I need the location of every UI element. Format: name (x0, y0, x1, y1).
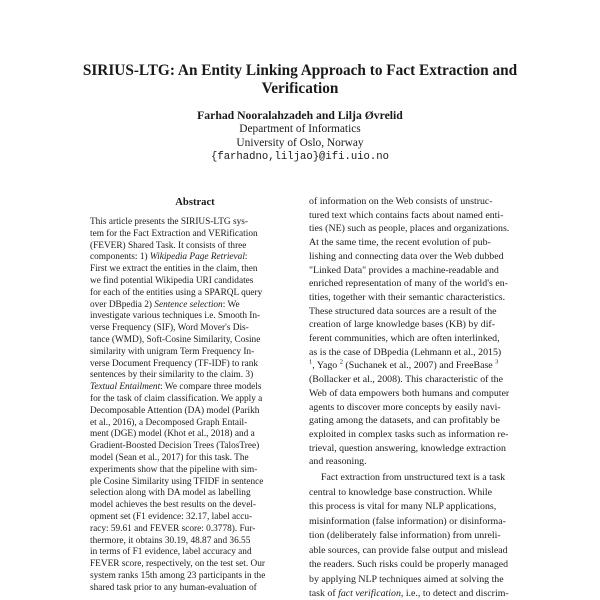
body-line: (Bollacker et al., 2008). This characteristic of the (309, 374, 503, 386)
abstract-line: Gradient-Boosted Decision Trees (TalosTree) (90, 441, 260, 452)
body-line: tured text which contains facts about named enti- (309, 209, 504, 221)
fact-verification: fact verification (338, 588, 401, 599)
abstract-line: selection along with DA model as labelling (90, 488, 251, 499)
body-line: ferent communities, which are often interlinked, (309, 333, 500, 344)
body-line: trieval, question answering, knowledge extraction (309, 442, 506, 454)
footnote-mark: 1 (309, 359, 313, 367)
abstract-text: over DBpedia 2) (90, 299, 155, 310)
abstract-line: (FEVER) Shared Task. It consists of three (90, 240, 247, 251)
abstract-line (90, 382, 300, 394)
body-text: , Yago (312, 360, 340, 372)
body-line (309, 359, 531, 372)
abstract-line (90, 300, 300, 312)
textual-entailment: Textual Entailment (90, 382, 161, 393)
abstract-line: opment set (F1 evidence: 32.17, label accu- (90, 512, 253, 522)
abstract-line: investigate various techniques i.e. Smooth In- (90, 311, 261, 322)
abstract-line: we find potential Wikipedia URI candidates (90, 276, 254, 286)
body-line: gating among the datasets, and can profitably be (309, 415, 500, 427)
body-line: by applying NLP techniques aimed at solving the (309, 573, 504, 585)
abstract-text: : We (222, 299, 240, 310)
abstract-line: ment (DGE) model (Khot et al., 2018) and a (90, 429, 255, 440)
body-line: misinformation (false information) or disinforma- (309, 515, 506, 527)
abstract-line: verse Frequency (SIF), Word Mover's Dis- (90, 323, 249, 334)
body-line: exploited in complex tasks such as information re- (309, 428, 509, 440)
abstract-line: tance (WMD), Soft-Cosine Similarity, Cosine (90, 335, 261, 345)
body-line: enriched representation of many of the world's en- (309, 278, 508, 290)
abstract-line: shared task prior to any human-evaluation of (90, 582, 257, 593)
abstract-line: This article presents the SIRIUS-LTG sys- (90, 217, 248, 227)
body-line: These structured data sources are a result of the (309, 305, 497, 317)
body-line: of information on the Web consists of unstruc- (309, 196, 493, 207)
abstract-line: experiments show that the pipeline with sim- (90, 464, 258, 475)
body-line: tion (deliberately false information) from unreli- (309, 530, 501, 541)
body-line: At the same time, the recent evolution of pub- (309, 237, 491, 249)
abstract-line: FEVER score, respectively, on the test set. Our (90, 559, 265, 570)
abstract-line: tem for the Fact Extraction and VERification (90, 228, 258, 239)
abstract-line: et al., 2016), a Decomposed Graph Entail- (90, 417, 248, 428)
body-line: agents to discover more concepts by easily navi- (309, 401, 501, 413)
abstract-line: Decomposable Attention (DA) model (Parikh (90, 405, 260, 416)
abstract-line: thermore, it obtains 30.19, 48.87 and 36.55 (90, 535, 251, 546)
body-line: Web of data empowers both humans and computer (309, 387, 510, 399)
abstract-line: verse Document Frequency (TF-IDF) to rank (90, 358, 259, 369)
university: University of Oslo, Norway (236, 137, 364, 149)
abstract-heading: Abstract (175, 197, 215, 208)
abstract-text: components: 1) (90, 252, 150, 263)
body-line: Fact extraction from unstructured text is a task (321, 472, 506, 483)
body-line: as is the case of DBpedia (Lehmann et al., 2015) (309, 346, 502, 358)
department: Department of Informatics (239, 123, 361, 135)
abstract-line: model (Sean et al., 2017) for this task. The (90, 453, 249, 463)
body-line: and reasoning. (309, 456, 367, 468)
body-line: lishing and connecting data over the Web dubbed (309, 250, 504, 262)
body-line: ties (NE) such as people, places and organizations. (309, 223, 510, 235)
abstract-text: : (244, 252, 248, 263)
body-line: able sources, can provide false output and mislead (309, 544, 508, 556)
email: {farhadno,liljao}@ifi.uio.no (210, 151, 389, 163)
footnote-mark: 2 (339, 359, 343, 367)
abstract-text: : We compare three models (160, 382, 262, 393)
authors: Farhad Nooralahzadeh and Lilja Øvrelid (197, 109, 403, 122)
body-line: creation of large knowledge bases (KB) by dif- (309, 319, 496, 331)
body-line (309, 587, 531, 600)
abstract-line: First we extract the entities in the claim, then (90, 264, 258, 275)
abstract-line: ple Cosine Similarity using TFIDF in sentence (90, 476, 264, 487)
wikipedia-page-retrieval: Wikipedia Page Retrieval (149, 252, 245, 263)
body-line: tities, together with their semantic characteristics. (309, 291, 506, 303)
body-line: this process is vital for many NLP applications, (309, 501, 497, 512)
abstract-line: for the task of claim classification. We apply a (90, 394, 263, 404)
abstract-line: similarity with unigram Term Frequency In- (90, 346, 255, 357)
abstract-line: in terms of F1 evidence, label accuracy and (90, 547, 252, 558)
abstract-line: sentences by their similarity to the claim. 3) (90, 370, 254, 381)
abstract-line: model achieves the best results on the devel- (90, 500, 257, 511)
abstract-line: for each of the entities using a SPARQL query (90, 287, 263, 298)
footnote-mark: 3 (495, 359, 499, 367)
body-text: , i.e., to detect and discrim- (400, 588, 509, 599)
abstract-line: racy: 59.61 and FEVER score: 0.3778). Fur- (90, 523, 256, 534)
paper-title (60, 62, 540, 98)
sentence-selection: Sentence selection (154, 299, 223, 310)
title-line-1: SIRIUS-LTG: An Entity Linking Approach to Fact Extraction and (82, 62, 518, 79)
body-line: central to knowledge base construction. While (309, 486, 492, 498)
abstract-line: system ranks 15th among 23 participants in the (90, 571, 266, 581)
body-text: (Suchanek et al., 2007) and FreeBase (342, 360, 496, 372)
body-line: "Linked Data" provides a machine-readable and (309, 264, 499, 276)
abstract-line (90, 252, 300, 264)
body-line: the readers. Such risks could be properly managed (309, 559, 509, 570)
body-text: task of (309, 588, 339, 599)
title-line-2: Verification (261, 80, 339, 97)
